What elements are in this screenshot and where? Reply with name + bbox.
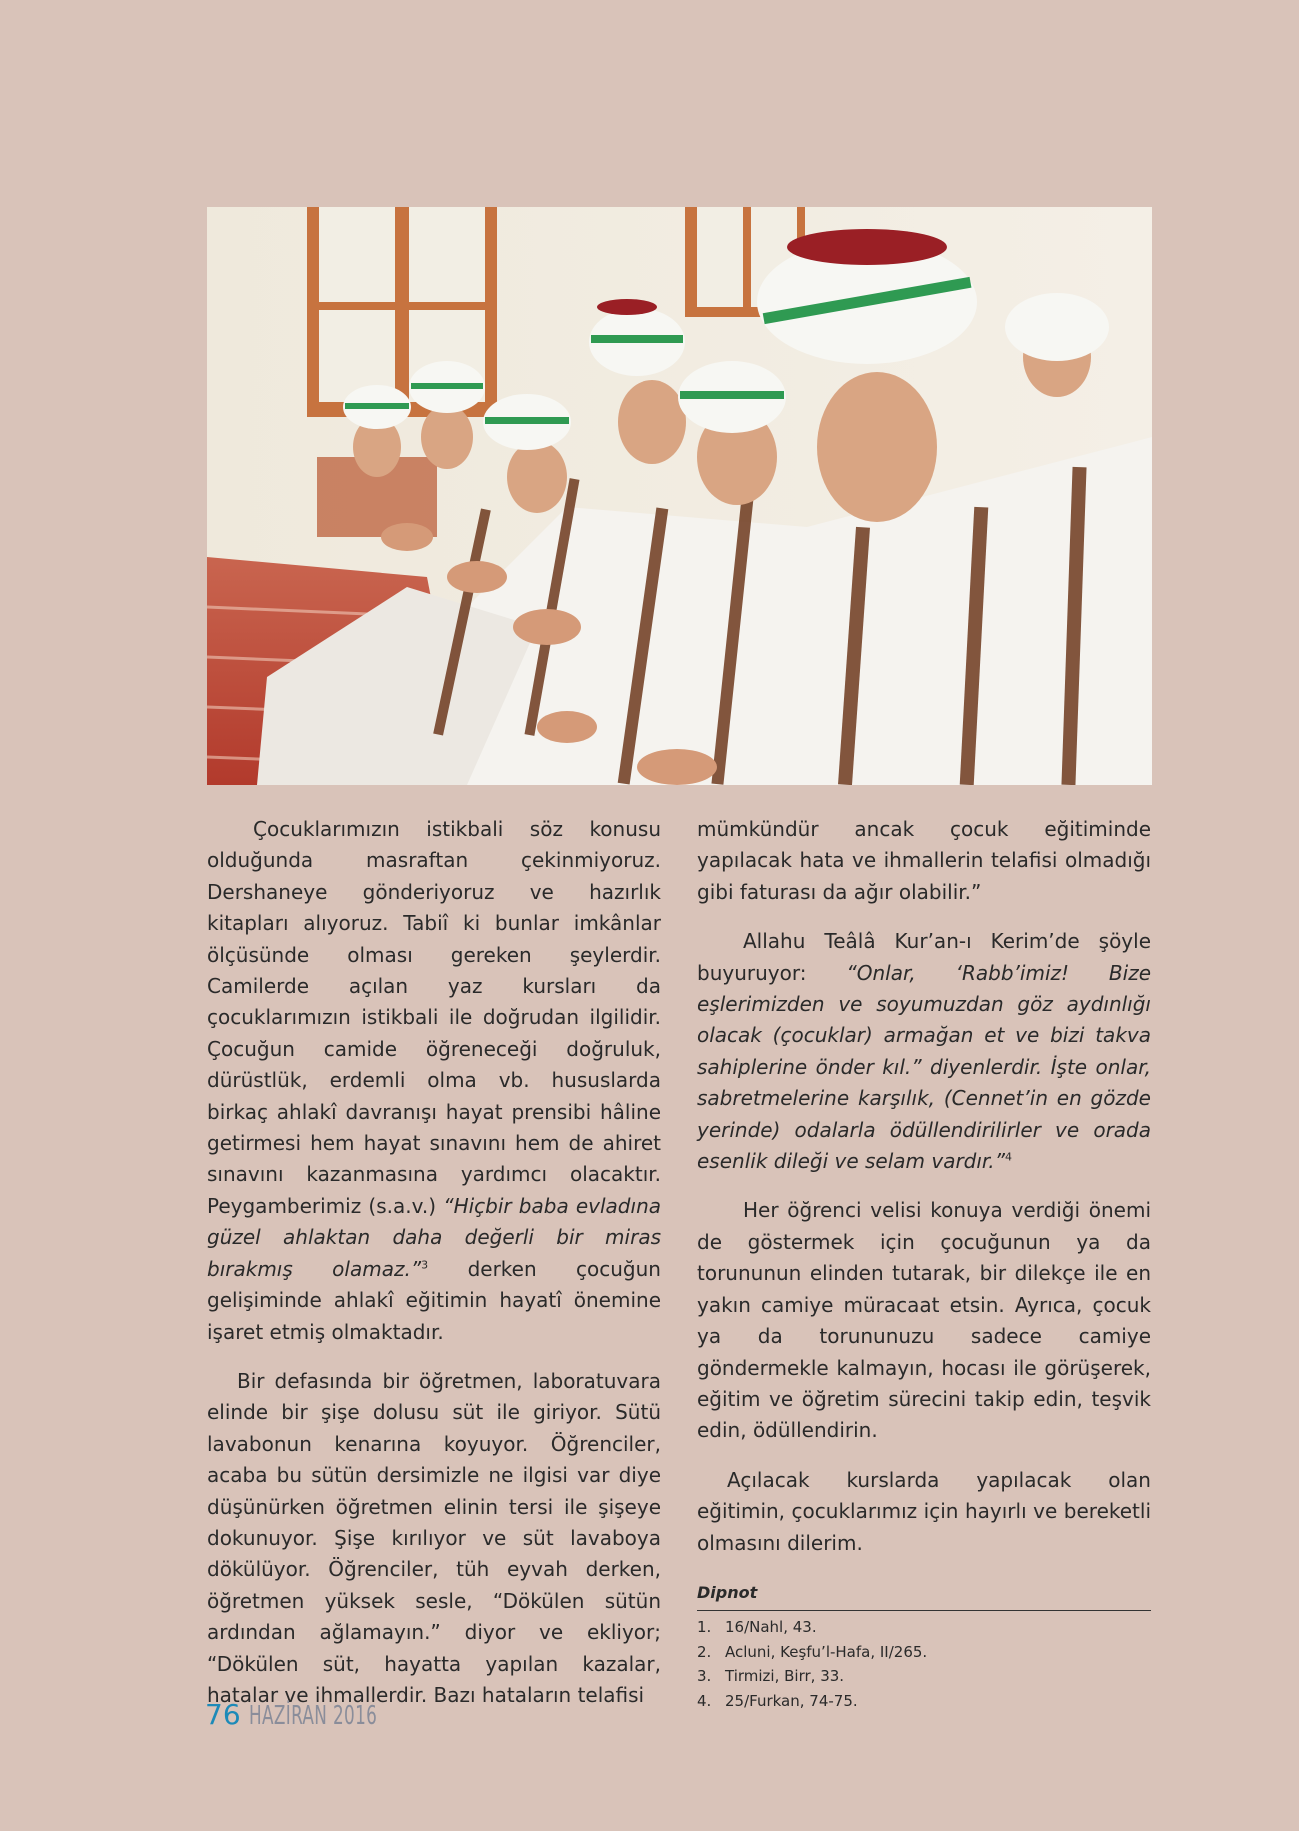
footnote-text: 16/Nahl, 43. [725, 1618, 817, 1637]
footnote-text: Acluni, Keşfu’l-Hafa, II/265. [725, 1642, 928, 1661]
paragraph: Her öğrenci velisi konuya verdiği önemi de göstermek için çocuğunun ya da torununun elinden tutarak, bir dilekçe ile en yakın camiye müracaat etsin. Ayrıca, çocuk ya da torununuzu sadece camiye göndermekle kalmayın, hocası ile görüşerek, eğitim ve öğretim sürecini takip edin, teşvik edin, ödüllendirin. [697, 1198, 1151, 1443]
footnote-ref: 3 [421, 1258, 429, 1272]
footnote-item [697, 1615, 1151, 1640]
paragraph-text: Allahu Teâlâ Kur’an-ı Kerim’de şöyle buyuruyor: [697, 929, 1151, 985]
paragraph: Bir defasında bir öğretmen, laboratuvara elinde bir şişe dolusu süt ile giriyor. Sütü lavabonun kenarına koyuyor. Öğrenciler, acaba bu sütün dersimizle ne ilgisi var diye düşünürken öğretmen elinin tersi ile şişeye dokunuyor. Şişe kırılıyor ve süt lavaboya dökülüyor. Öğrenciler, tüh eyvah derken, öğretmen yüksek sesle, “Dökülen sütün ardından ağlamayın.” diyor ve ekliyor; “Dökülen süt, hayatta yapılan kazalar, hatalar ve ihmallerdir. Bazı hataların telafisi [207, 1368, 661, 1707]
paragraph: mümkündür ancak çocuk eğitiminde yapılacak hata ve ihmallerin telafisi olmadığı gibi faturası da ağır olabilir.” [697, 817, 1151, 904]
paragraph: Açılacak kurslarda yapılacak olan eğitimin, çocuklarımız için hayırlı ve bereketli olmasını dilerim. [697, 1467, 1151, 1555]
prayer-photo-illustration [207, 207, 1152, 785]
article-right-column [697, 814, 1151, 1713]
page-number: 76 [205, 1698, 241, 1731]
paragraph [697, 926, 1151, 1177]
paragraph-text: Çocuklarımızın istikbali söz konusu olduğunda masraftan çekinmiyoruz. Dershaneye gönderiyoruz ve hazırlık kitapları alıyoruz. Tabiî ki bunlar imkânlar ölçüsünde olması gereken şeylerdir. Camilerde açılan yaz kursları da çocuklarımızın istikbali ile doğrudan ilgilidir. Çocuğun camide öğreneceği doğruluk, dürüstlük, erdemli olma vb. hususlarda birkaç ahlakî davranışı hayat prensibi hâline getirmesi hem hayat sınavını hem de ahiret sınavını kazanmasına yardımcı olacaktır. Peygamberimiz (s.a.v.) [207, 817, 661, 1218]
footnote-text: Tirmizi, Birr, 33. [725, 1667, 845, 1686]
footnote-text: 25/Furkan, 74-75. [725, 1691, 858, 1710]
verse-quote: “Onlar, ‘Rabb’imiz! Bize eşlerimizden ve soyumuzdan göz aydınlığı olacak (çocuklar) armağan et ve bizi takva sahiplerine önder kıl.” diyenlerdir. İşte onlar, sabretmelerine karşılık, (Cennet’in en gözde yerinde) odalarla ödüllendirilirler ve orada esenlik dileği ve selam vardır.” [697, 960, 1152, 1174]
footnotes-heading: Dipnot [697, 1577, 1151, 1611]
footnote-item [697, 1664, 1151, 1689]
footnote-number: 2. [697, 1642, 712, 1661]
page-footer [205, 1698, 427, 1738]
footnote-number: 1. [697, 1618, 712, 1637]
footnote-number: 4. [697, 1691, 712, 1710]
paragraph-text: derken çocuğun gelişiminde ahlakî eğitimin hayatî önemine işaret etmiş olmaktadır. [207, 1256, 661, 1344]
article-left-column [207, 814, 661, 1729]
footnote-item [697, 1689, 1151, 1714]
footnote-ref: 4 [1005, 1150, 1013, 1164]
footnote-item [697, 1640, 1151, 1665]
hadith-quote: “Hiçbir baba evladına güzel ahlaktan daha değerli bir miras bırakmış olamaz.” [207, 1193, 661, 1281]
footnote-number: 3. [697, 1667, 712, 1686]
article-photo [207, 207, 1152, 785]
paragraph [207, 814, 661, 1348]
issue-date: HAZİRAN 2016 [248, 1701, 377, 1731]
footnotes-list [697, 1615, 1151, 1713]
